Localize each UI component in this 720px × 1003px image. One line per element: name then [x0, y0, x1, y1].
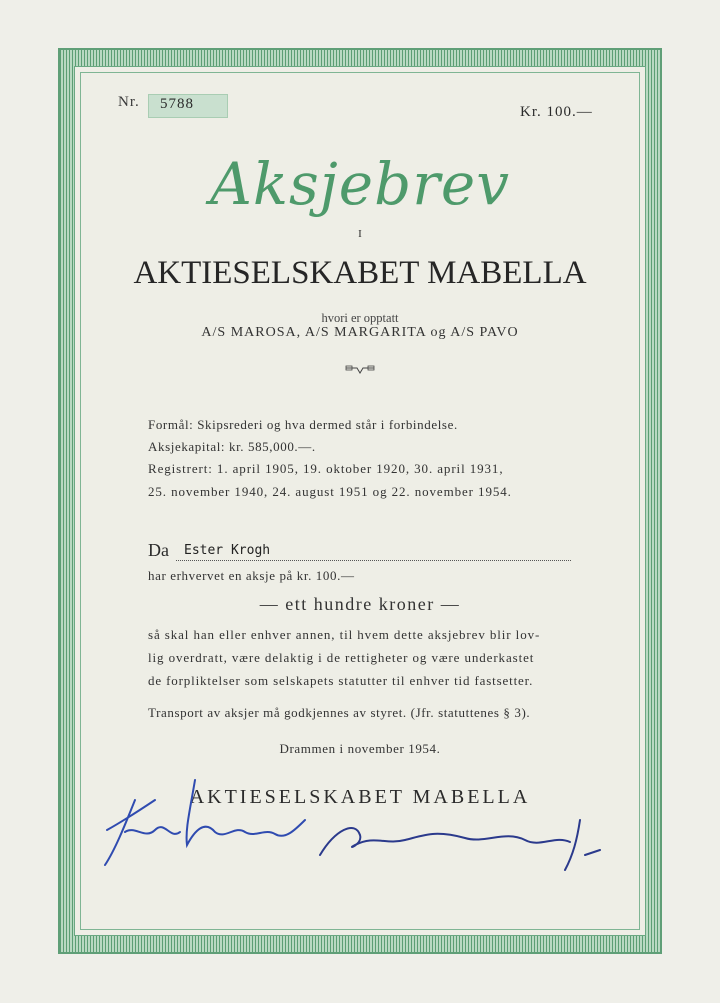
holder-label: Da: [148, 540, 169, 560]
body-line-1: så skal han eller enhver annen, til hvem dette aksjebrev blir lov-: [148, 627, 541, 642]
share-capital-line: Aksjekapital: kr. 585,000.—.: [148, 439, 316, 454]
registered-line-1: Registrert: 1. april 1905, 19. oktober 1920, 30. april 1931,: [148, 461, 504, 476]
signature-left: [95, 770, 315, 870]
amount-in-words: — ett hundre kroner —: [259, 594, 461, 614]
signer-company: AKTIESELSKABET MABELLA: [189, 786, 531, 808]
acquired-line: har erhvervet en aksje på kr. 100.—: [148, 568, 355, 583]
holder-dotted-line: [176, 560, 571, 561]
ornament-icon: [345, 365, 375, 375]
signature-right: [315, 800, 615, 880]
certificate-number: 5788: [160, 96, 194, 112]
place-date: Drammen i november 1954.: [279, 741, 441, 756]
body-line-2: lig overdratt, være delaktig i de rettigheter og være underkastet: [148, 650, 535, 665]
registered-line-2: 25. november 1940, 24. august 1951 og 22. november 1954.: [148, 484, 512, 499]
number-label: Nr.: [118, 94, 140, 110]
body-line-3: de forpliktelser som selskapets statutter til enhver tid fastsetter.: [148, 673, 534, 688]
title-connector: I: [358, 228, 362, 240]
transport-line: Transport av aksjer må godkjennes av styret. (Jfr. statuttenes § 3).: [148, 705, 531, 720]
denomination: Kr. 100.—: [520, 104, 593, 120]
purpose-line: Formål: Skipsrederi og hva dermed står i forbindelse.: [148, 417, 458, 432]
company-name: AKTIESELSKABET MABELLA: [133, 255, 587, 291]
certificate-title: Aksjebrev: [209, 150, 511, 218]
subsidiaries: A/S MAROSA, A/S MARGARITA og A/S PAVO: [201, 325, 519, 340]
holder-name: Ester Krogh: [184, 543, 271, 558]
included-label: hvori er opptatt: [321, 311, 399, 325]
